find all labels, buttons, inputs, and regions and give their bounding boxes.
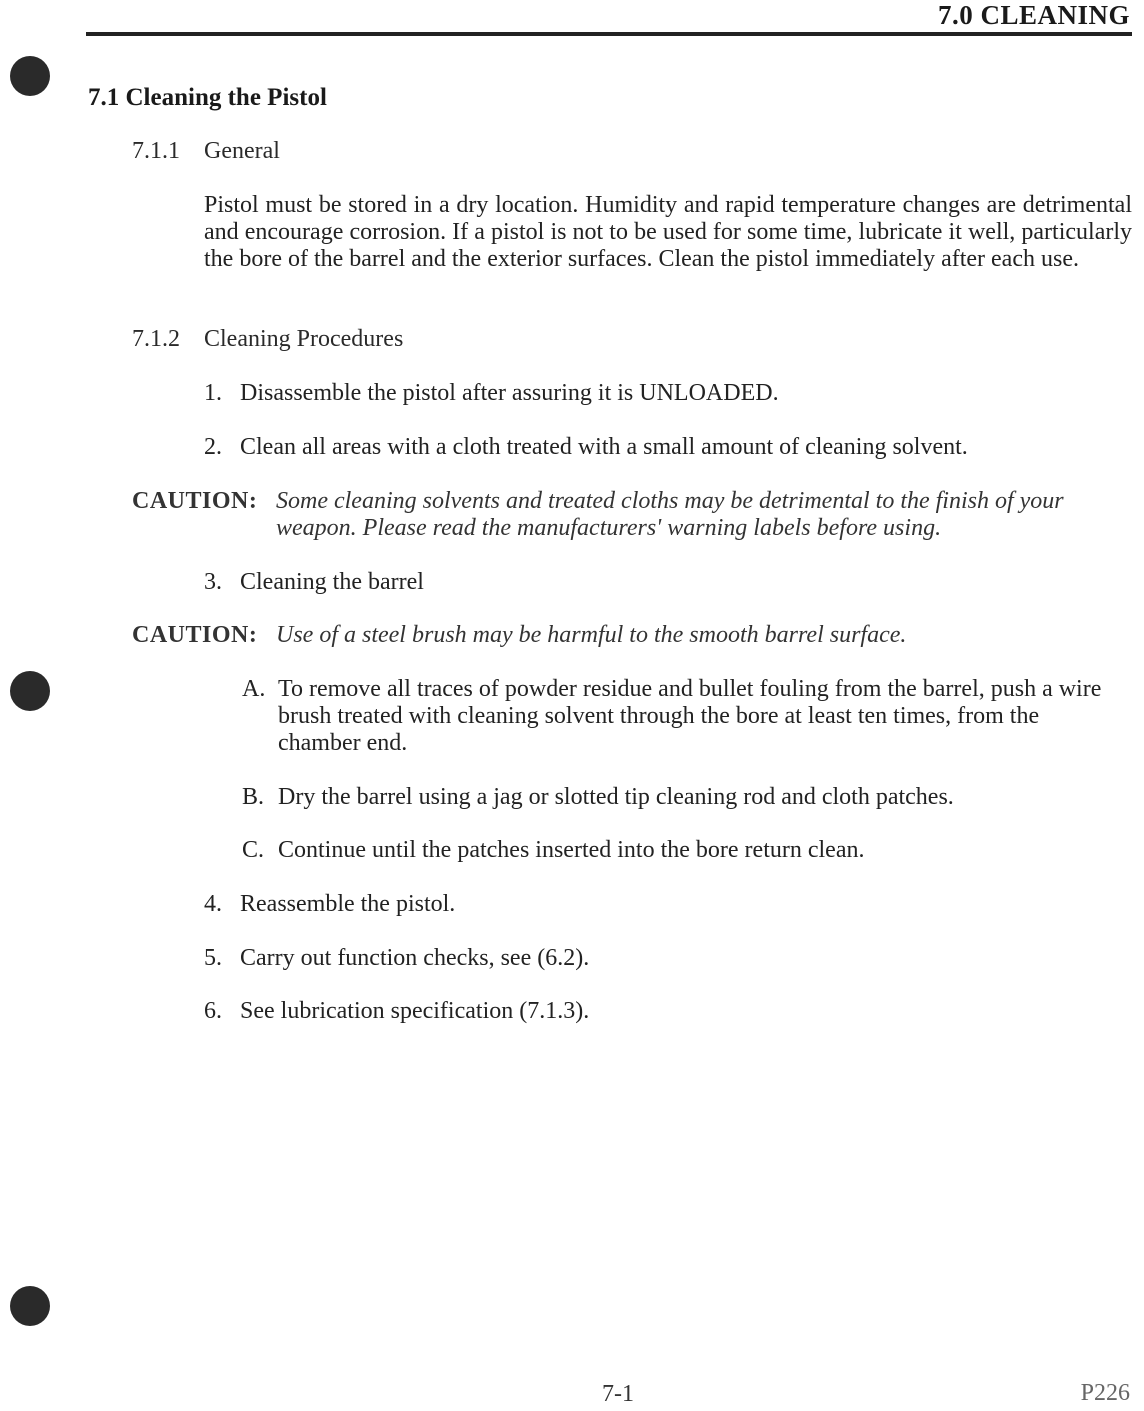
section-title: 7.1 Cleaning the Pistol: [88, 84, 327, 111]
sub-list-item-letter: A.: [242, 676, 266, 702]
list-item-number: 3.: [204, 569, 222, 595]
subsection-number: 7.1.2: [132, 326, 180, 352]
subsection-cleaning-procedures: [132, 326, 403, 353]
sub-list-item: [242, 837, 1120, 864]
list-item-number: 5.: [204, 945, 222, 971]
caution-label: CAUTION:: [132, 488, 258, 514]
subsection-title: General: [204, 138, 280, 164]
subsection-general: [132, 138, 280, 165]
binder-hole-middle: [10, 671, 50, 711]
list-item: [204, 891, 455, 918]
list-item-text: Clean all areas with a cloth treated with a small amount of cleaning solvent.: [240, 434, 968, 460]
sub-list-item-letter: C.: [242, 837, 265, 863]
model-label: P226: [1080, 1380, 1130, 1406]
list-item-text: Cleaning the barrel: [240, 569, 424, 595]
caution-text: Some cleaning solvents and treated cloths may be detrimental to the finish of your weapon. Please read the manufacturers' warning labels before using.: [276, 488, 1064, 541]
sub-list-item-text: To remove all traces of powder residue and bullet fouling from the barrel, push a wire brush treated with cleaning solvent through the bore at least ten times, from the chamber end.: [278, 676, 1102, 756]
list-item: [204, 569, 424, 596]
caution-text: Use of a steel brush may be harmful to the smooth barrel surface.: [276, 622, 907, 648]
list-item-text: Reassemble the pistol.: [240, 891, 456, 917]
sub-list-item-text: Dry the barrel using a jag or slotted tip cleaning rod and cloth patches.: [278, 784, 954, 810]
general-paragraph: Pistol must be stored in a dry location. Humidity and rapid temperature changes are detrimental and encourage corrosion. If a pistol is not to be used for some time, lubricate it well, particularly the bore of the barrel and the exterior surfaces. Clean the pistol immediately after each use.: [204, 192, 1132, 272]
list-item-number: 6.: [204, 998, 222, 1024]
subsection-number: 7.1.1: [132, 138, 180, 164]
list-item: [204, 945, 589, 972]
binder-hole-bottom: [10, 1286, 50, 1326]
sub-list-item: [242, 784, 1120, 811]
subsection-title: Cleaning Procedures: [204, 326, 404, 352]
list-item-number: 1.: [204, 380, 222, 406]
list-item: [204, 434, 968, 461]
header-rule: [86, 32, 1132, 36]
list-item: [204, 380, 779, 407]
list-item-number: 2.: [204, 434, 222, 460]
sub-list-item-letter: B.: [242, 784, 265, 810]
list-item-text: Disassemble the pistol after assuring it is UNLOADED.: [240, 380, 779, 406]
list-item-text: Carry out function checks, see (6.2).: [240, 945, 590, 971]
page-number: 7-1: [602, 1381, 634, 1407]
caution-label: CAUTION:: [132, 622, 258, 648]
list-item-number: 4.: [204, 891, 222, 917]
list-item: [204, 998, 589, 1025]
sub-list-item: [242, 676, 1120, 757]
sub-list-item-text: Continue until the patches inserted into the bore return clean.: [278, 837, 865, 863]
list-item-text: See lubrication specification (7.1.3).: [240, 998, 590, 1024]
binder-hole-top: [10, 56, 50, 96]
page-header-title: 7.0 CLEANING: [937, 0, 1130, 30]
